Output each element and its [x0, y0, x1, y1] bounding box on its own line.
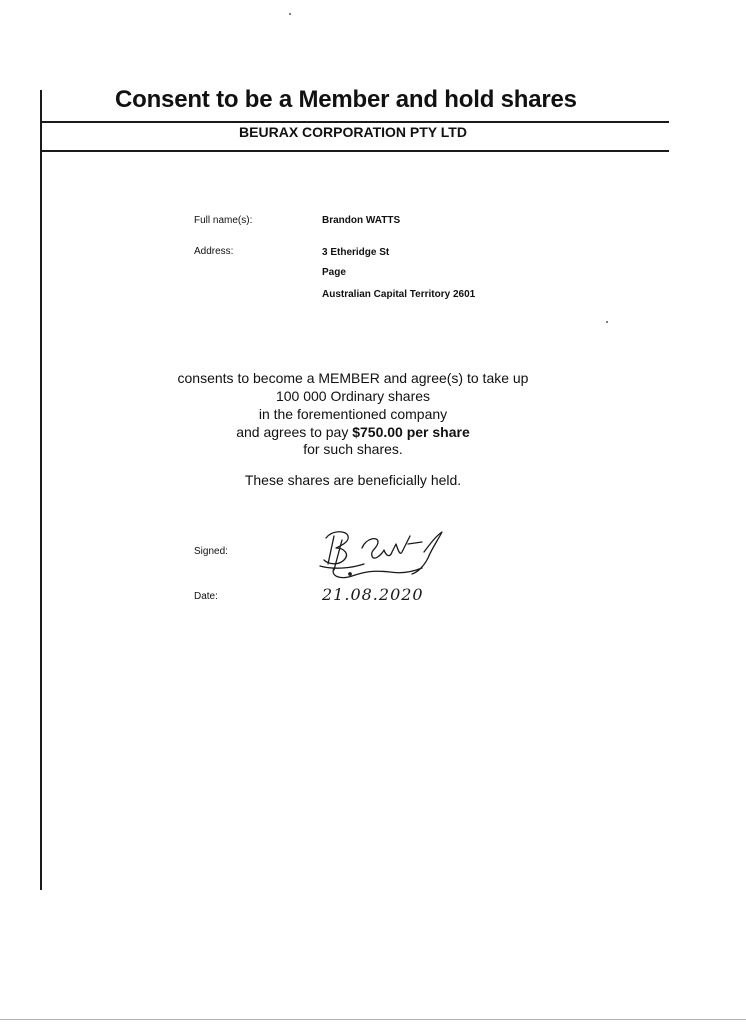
company-divider — [40, 150, 669, 152]
price-per-share: $750.00 per share — [352, 424, 470, 440]
share-quantity: 100 000 Ordinary shares — [275, 388, 431, 404]
consent-line-4 — [0, 424, 706, 440]
full-name-value: Brandon WATTS — [322, 215, 401, 226]
consent-line-1: consents to become a MEMBER and agree(s) to take up — [177, 370, 529, 386]
consent-line-3: in the forementioned company — [258, 406, 448, 422]
address-line-2: Page — [322, 267, 346, 278]
title-divider — [40, 121, 669, 123]
document-title: Consent to be a Member and hold shares — [115, 86, 577, 113]
full-name-label: Full name(s): — [194, 215, 253, 226]
address-line-1: 3 Etheridge St — [322, 247, 390, 258]
scan-edge-line — [0, 1019, 746, 1020]
left-margin-rule — [40, 90, 42, 890]
scan-speck — [289, 13, 291, 15]
address-line-3: Australian Capital Territory 2601 — [322, 289, 476, 300]
handwritten-date: 21.08.2020 — [322, 585, 424, 604]
signed-label: Signed: — [194, 546, 228, 557]
address-label: Address: — [194, 246, 234, 257]
company-name: BEURAX CORPORATION PTY LTD — [239, 124, 467, 140]
date-label: Date: — [194, 591, 218, 602]
payment-prefix: and agrees to pay — [236, 424, 353, 440]
handwritten-signature — [312, 526, 452, 584]
beneficial-statement: These shares are beneficially held. — [244, 472, 462, 488]
consent-line-5: for such shares. — [303, 441, 403, 457]
scan-speck — [606, 321, 608, 323]
